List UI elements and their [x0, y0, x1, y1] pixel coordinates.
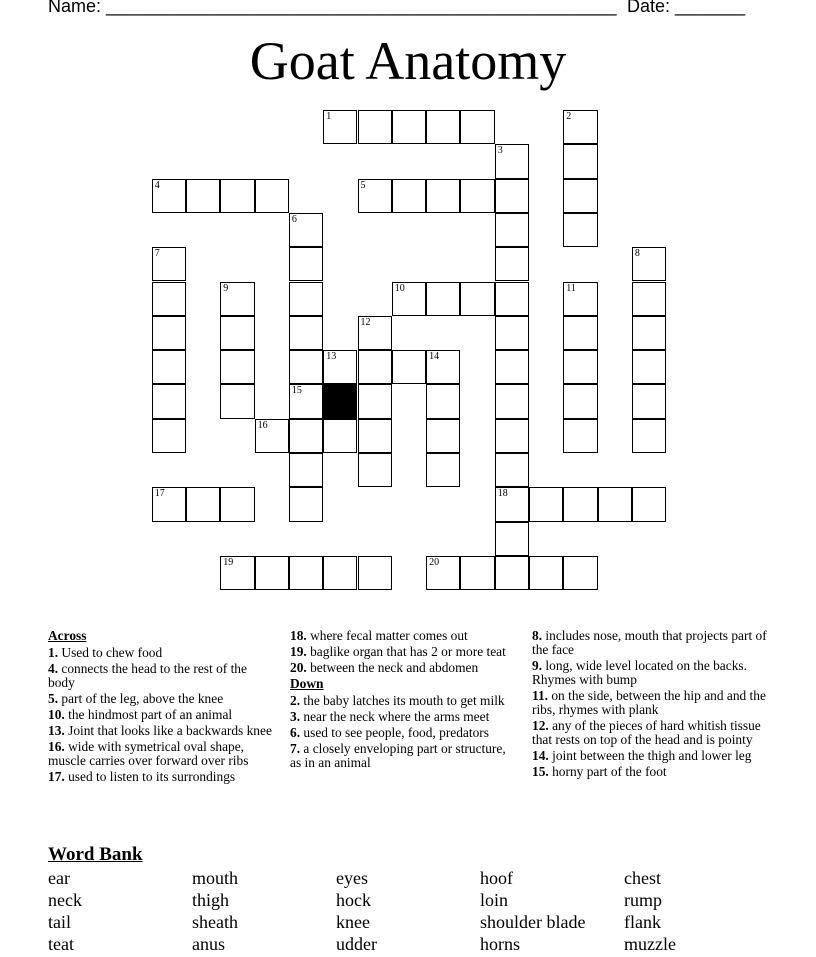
- grid-cell[interactable]: [186, 487, 220, 521]
- clue-number-label: 7: [154, 248, 160, 260]
- word-bank-word: chest: [624, 868, 661, 888]
- clue-number-label: 2: [566, 111, 572, 122]
- grid-cell[interactable]: [289, 316, 323, 350]
- grid-cell[interactable]: [563, 419, 597, 453]
- clue-number: 17.: [48, 769, 65, 784]
- clue-item: [532, 719, 768, 747]
- clue-number-label: 15: [291, 385, 302, 397]
- clue-number-label: 5: [360, 179, 366, 191]
- word-bank-word: knee: [336, 912, 370, 932]
- clue-text: includes nose, mouth that projects part of the face: [532, 628, 767, 657]
- clue-number-label: 12: [360, 316, 371, 328]
- grid-cell[interactable]: [152, 247, 186, 281]
- word-bank-word: tail: [48, 912, 71, 932]
- grid-cell[interactable]: [460, 110, 494, 144]
- grid-cell[interactable]: [495, 556, 529, 590]
- clue-item: [48, 770, 273, 784]
- grid-cell[interactable]: [220, 350, 254, 384]
- clue-text: wide with symetrical oval shape, muscle carries over forward over ribs: [48, 739, 249, 768]
- grid-cell[interactable]: [358, 350, 392, 384]
- clue-text: between the neck and abdomen: [310, 660, 479, 675]
- grid-cell[interactable]: [392, 110, 426, 144]
- black-square: [323, 384, 357, 418]
- grid-cell[interactable]: [289, 282, 323, 316]
- clue-number: 2.: [290, 693, 301, 708]
- grid-cell[interactable]: [426, 110, 460, 144]
- grid-cell[interactable]: [152, 384, 186, 418]
- grid-cell[interactable]: [563, 350, 597, 384]
- grid-cell[interactable]: [255, 179, 289, 213]
- clue-text: Joint that looks like a backwards knee: [68, 723, 272, 738]
- clue-number: 20.: [290, 660, 307, 675]
- grid-cell[interactable]: [495, 487, 529, 521]
- grid-cell[interactable]: [529, 556, 563, 590]
- grid-cell[interactable]: [255, 419, 289, 453]
- grid-cell[interactable]: [529, 487, 563, 521]
- grid-cell[interactable]: [289, 213, 323, 247]
- grid-cell[interactable]: [598, 487, 632, 521]
- grid-cell[interactable]: [289, 487, 323, 521]
- across-heading: Across: [48, 628, 87, 643]
- clue-number-label: 14: [429, 351, 440, 363]
- clue-item: [532, 749, 768, 763]
- clue-number-label: 16: [257, 419, 268, 431]
- grid-cell[interactable]: [392, 282, 426, 316]
- grid-cell[interactable]: [426, 556, 460, 590]
- grid-cell[interactable]: [426, 282, 460, 316]
- grid-cell[interactable]: [255, 556, 289, 590]
- grid-cell[interactable]: [289, 419, 323, 453]
- clue-text: part of the leg, above the knee: [61, 691, 224, 706]
- clue-item: [290, 629, 518, 643]
- grid-cell[interactable]: [220, 179, 254, 213]
- word-bank-word: eyes: [336, 868, 368, 888]
- grid-cell[interactable]: [289, 556, 323, 590]
- grid-cell[interactable]: [392, 350, 426, 384]
- word-bank-word: hoof: [480, 868, 513, 888]
- word-bank-word: teat: [48, 934, 74, 954]
- clue-number: 4.: [48, 661, 59, 676]
- clues-column-2: [290, 629, 518, 772]
- clue-number: 3.: [290, 709, 301, 724]
- grid-cell[interactable]: [495, 350, 529, 384]
- clue-item: [532, 765, 768, 779]
- clue-number: 11.: [532, 688, 548, 703]
- grid-cell[interactable]: [152, 282, 186, 316]
- clue-item: [290, 694, 518, 708]
- grid-cell[interactable]: [358, 316, 392, 350]
- grid-cell[interactable]: [426, 179, 460, 213]
- clue-number: 6.: [290, 725, 301, 740]
- grid-cell[interactable]: [563, 110, 597, 144]
- grid-cell[interactable]: [495, 282, 529, 316]
- clue-item: [290, 742, 518, 770]
- clue-item: [290, 726, 518, 740]
- clue-item: [48, 646, 273, 660]
- grid-cell[interactable]: [323, 110, 357, 144]
- clue-number: 8.: [532, 628, 543, 643]
- clue-text: joint between the thigh and lower leg: [552, 748, 752, 763]
- grid-cell[interactable]: [460, 282, 494, 316]
- down-heading: Down: [290, 676, 324, 691]
- word-bank-word: muzzle: [624, 934, 676, 954]
- clue-text: baglike organ that has 2 or more teat: [310, 644, 506, 659]
- clue-number-label: 6: [291, 213, 297, 225]
- word-bank-word: horns: [480, 934, 520, 954]
- grid-cell[interactable]: [152, 350, 186, 384]
- clues-column-1: [48, 629, 273, 786]
- word-bank-word: mouth: [192, 868, 239, 888]
- clue-number: 5.: [48, 691, 59, 706]
- grid-cell[interactable]: [563, 282, 597, 316]
- grid-cell[interactable]: [323, 556, 357, 590]
- grid-cell[interactable]: [220, 487, 254, 521]
- grid-cell[interactable]: [563, 179, 597, 213]
- clues-column-3: [532, 629, 768, 781]
- grid-cell[interactable]: [563, 556, 597, 590]
- grid-cell[interactable]: [632, 247, 666, 281]
- clue-text: used to see people, food, predators: [303, 725, 489, 740]
- grid-cell[interactable]: [358, 556, 392, 590]
- clue-text: on the side, between the hip and and the ribs, rhymes with plank: [532, 688, 766, 717]
- grid-cell[interactable]: [460, 556, 494, 590]
- grid-cell[interactable]: [563, 144, 597, 178]
- grid-cell[interactable]: [220, 282, 254, 316]
- clue-number: 18.: [290, 628, 307, 643]
- clue-text: Used to chew food: [61, 645, 163, 660]
- grid-cell[interactable]: [358, 419, 392, 453]
- word-bank-word: ear: [48, 868, 70, 888]
- clue-number: 9.: [532, 658, 543, 673]
- word-bank-word: rump: [624, 890, 662, 910]
- grid-cell[interactable]: [632, 282, 666, 316]
- clue-number: 1.: [48, 645, 59, 660]
- grid-cell[interactable]: [563, 316, 597, 350]
- clue-item: [48, 708, 273, 722]
- grid-cell[interactable]: [426, 384, 460, 418]
- word-bank-word: udder: [336, 934, 377, 954]
- grid-cell[interactable]: [632, 350, 666, 384]
- clue-number-label: 13: [326, 351, 337, 363]
- clue-text: used to listen to its surrondings: [68, 769, 236, 784]
- grid-cell[interactable]: [220, 556, 254, 590]
- grid-cell[interactable]: [358, 110, 392, 144]
- clue-text: the baby latches its mouth to get milk: [303, 693, 505, 708]
- clue-number-label: 17: [154, 488, 165, 500]
- clue-item: [290, 710, 518, 724]
- clue-item: [290, 645, 518, 659]
- grid-cell[interactable]: [563, 487, 597, 521]
- clue-number-label: 9: [223, 282, 229, 294]
- clue-text: connects the head to the rest of the body: [48, 661, 247, 690]
- grid-cell[interactable]: [632, 487, 666, 521]
- clue-item: [290, 661, 518, 675]
- clue-number: 14.: [532, 748, 549, 763]
- clue-number-label: 20: [429, 556, 440, 568]
- grid-cell[interactable]: [495, 522, 529, 556]
- clue-number-label: 18: [497, 488, 508, 500]
- grid-cell[interactable]: [460, 179, 494, 213]
- clue-number-label: 8: [634, 248, 640, 260]
- grid-cell[interactable]: [426, 419, 460, 453]
- clue-number-label: 10: [394, 282, 405, 294]
- clue-number: 12.: [532, 718, 549, 733]
- grid-cell[interactable]: [220, 316, 254, 350]
- word-bank-word: flank: [624, 912, 661, 932]
- clue-text: any of the pieces of hard whitish tissue that rests on top of the head and is pointy: [532, 718, 761, 747]
- grid-cell[interactable]: [152, 419, 186, 453]
- word-bank-title: Word Bank: [48, 844, 143, 865]
- grid-cell[interactable]: [632, 419, 666, 453]
- grid-cell[interactable]: [289, 453, 323, 487]
- grid-cell[interactable]: [495, 316, 529, 350]
- clue-number-label: 4: [154, 179, 160, 191]
- grid-cell[interactable]: [152, 179, 186, 213]
- clue-item: [532, 659, 768, 687]
- word-bank-word: neck: [48, 890, 82, 910]
- word-bank-word: anus: [192, 934, 225, 954]
- clue-number-label: 11: [566, 282, 576, 294]
- clue-number: 10.: [48, 707, 65, 722]
- grid-cell[interactable]: [358, 179, 392, 213]
- word-bank-word: hock: [336, 890, 371, 910]
- word-bank-word: shoulder blade: [480, 912, 586, 932]
- clue-number: 7.: [290, 741, 301, 756]
- clue-item: [48, 724, 273, 738]
- date-field-label: Date: _______: [627, 0, 746, 16]
- grid-cell[interactable]: [495, 179, 529, 213]
- clue-text: near the neck where the arms meet: [303, 709, 490, 724]
- grid-cell[interactable]: [632, 316, 666, 350]
- grid-cell[interactable]: [632, 384, 666, 418]
- grid-cell[interactable]: [289, 384, 323, 418]
- clue-text: the hindmost part of an animal: [68, 707, 233, 722]
- grid-cell[interactable]: [152, 316, 186, 350]
- page-title: Goat Anatomy: [249, 31, 567, 91]
- clue-text: horny part of the foot: [552, 764, 667, 779]
- grid-cell[interactable]: [220, 384, 254, 418]
- clue-number: 15.: [532, 764, 549, 779]
- grid-cell[interactable]: [495, 453, 529, 487]
- word-bank-word: sheath: [192, 912, 238, 932]
- clue-text: a closely enveloping part or structure, as in an animal: [290, 741, 506, 770]
- name-field-label: Name: ___________________________________________________: [48, 0, 617, 16]
- clue-item: [532, 689, 768, 717]
- clue-number: 19.: [290, 644, 307, 659]
- clue-item: [532, 629, 768, 657]
- grid-cell[interactable]: [495, 384, 529, 418]
- grid-cell[interactable]: [392, 179, 426, 213]
- grid-cell[interactable]: [495, 247, 529, 281]
- grid-cell[interactable]: [289, 350, 323, 384]
- grid-cell[interactable]: [495, 213, 529, 247]
- grid-cell[interactable]: [426, 350, 460, 384]
- clue-number: 16.: [48, 739, 65, 754]
- clue-number-label: 19: [223, 556, 234, 568]
- clue-item: [48, 692, 273, 706]
- grid-cell[interactable]: [495, 144, 529, 178]
- clue-text: long, wide level located on the backs. Rhymes with bump: [532, 658, 747, 687]
- grid-cell[interactable]: [563, 213, 597, 247]
- grid-cell[interactable]: [186, 179, 220, 213]
- clue-number-label: 1: [326, 111, 332, 122]
- clue-number-label: 3: [497, 145, 503, 157]
- grid-cell[interactable]: [358, 384, 392, 418]
- grid-cell[interactable]: [426, 453, 460, 487]
- grid-cell[interactable]: [289, 247, 323, 281]
- grid-cell[interactable]: [495, 419, 529, 453]
- clue-number: 13.: [48, 723, 65, 738]
- grid-cell[interactable]: [358, 453, 392, 487]
- clue-item: [48, 662, 273, 690]
- word-bank-word: loin: [480, 890, 509, 910]
- grid-cell[interactable]: [323, 419, 357, 453]
- grid-cell[interactable]: [152, 487, 186, 521]
- clue-item: [48, 740, 273, 768]
- word-bank-word: thigh: [192, 890, 230, 910]
- grid-cell[interactable]: [323, 350, 357, 384]
- grid-cell[interactable]: [563, 384, 597, 418]
- clue-text: where fecal matter comes out: [310, 628, 468, 643]
